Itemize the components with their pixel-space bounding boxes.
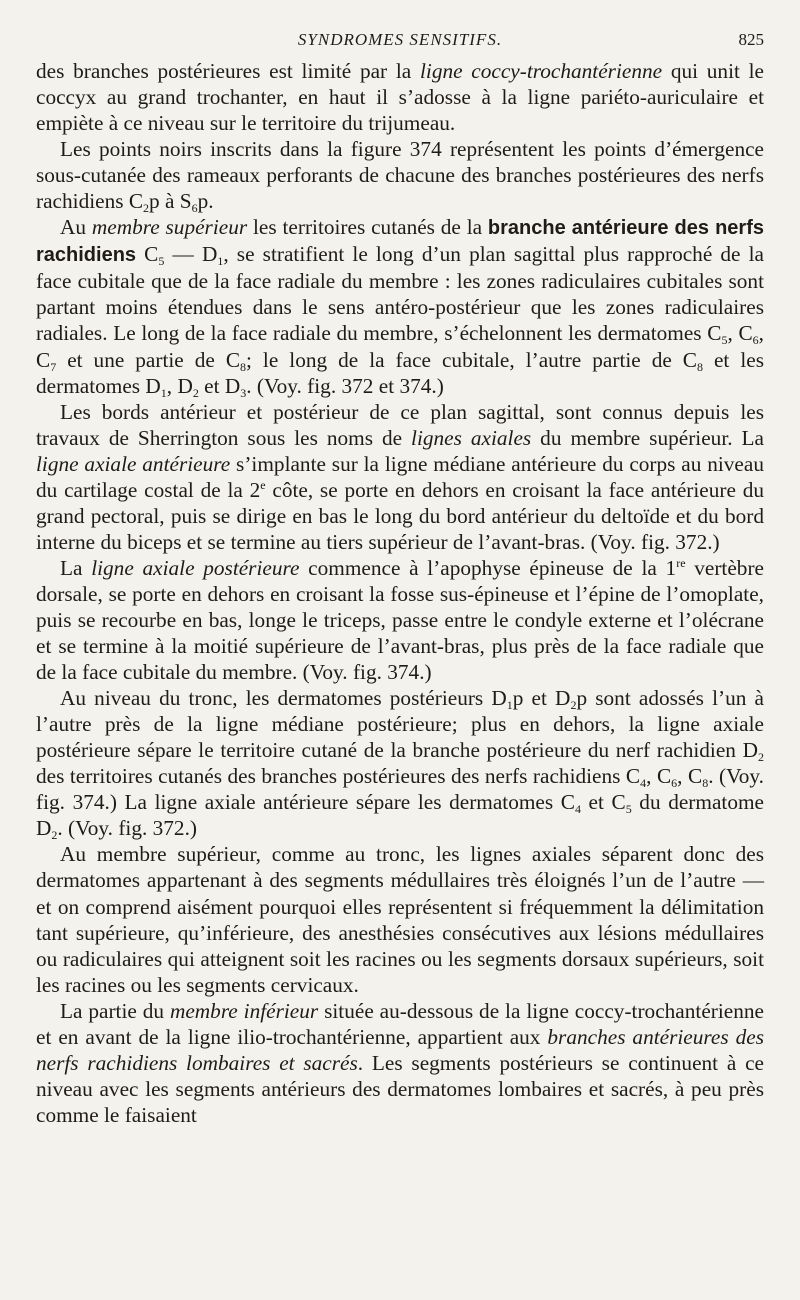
running-header bbox=[36, 26, 764, 58]
running-title: SYNDROMES SENSITIFS. bbox=[297, 30, 503, 49]
paragraph-6: Au niveau du tronc, les dermatomes postérieurs $D_1p$ et $D_2p$ sont adossés l’un à l’autre près de la ligne médiane postérieure; plus en dehors, la ligne axiale postérieure sépare le territoire cutané de la branche postérieure du nerf rachidien $D_2$ des territoires cutanés des branches postérieures des nerfs rachidiens $C_4$, $C_6$, $C_8$. (Voy. fig. 374.) La ligne axiale antérieure sépare les dermatomes $C_4$ et $C_5$ du dermatome $D_2$. (Voy. fig. 372.) bbox=[36, 686, 764, 843]
paragraph-5: La ligne axiale postérieure commence à l’apophyse épineuse de la 1re vertèbre dorsale, se porte en dehors en croisant la fosse sus-épineuse et l’épine de l’omoplate, puis se recourbe en bas, longe le triceps, passe entre le condyle externe et l’olécrane et se termine à la moitié supérieure de l’avant-bras, plus près de la face radiale que de la face cubitale du membre. (Voy. fig. 374.) bbox=[36, 555, 764, 685]
paragraph-4: Les bords antérieur et postérieur de ce plan sagittal, sont connus depuis les travaux de Sherrington sous les noms de lignes axiales du membre supérieur. La ligne axiale antérieure s’implante sur la ligne médiane antérieure du corps au niveau du cartilage costal de la 2e côte, se porte en dehors en croisant la face antérieure du grand pectoral, puis se dirige en bas le long du bord antérieur du deltoïde et du bord interne du biceps et se termine au tiers supérieur de l’avant-bras. (Voy. fig. 372.) bbox=[36, 399, 765, 554]
page-number: 825 bbox=[738, 30, 764, 49]
body-text bbox=[36, 58, 764, 1128]
paragraph-7: Au membre supérieur, comme au tronc, les lignes axiales séparent donc des dermatomes appartenant à des segments médullaires très éloignés l’un de l’autre — et on comprend aisément pourquoi elles représentent si fréquemment la délimitation tant supérieure, qu’inférieure, des anesthésies consécutives aux lésions médullaires ou radiculaires qui atteignent soit les racines ou les segments dorsaux supérieurs, soit les racines ou les segments cervicaux. bbox=[36, 842, 764, 997]
paragraph-2: Les points noirs inscrits dans la figure 374 représentent les points d’émergence sous-cutanée des rameaux perforants de chacune des branches postérieures des nerfs rachidiens $C_2p$ à $S_6p$. bbox=[36, 137, 764, 216]
paragraph-3: Au membre supérieur les territoires cutanés de la branche antérieure des nerfs rachidiens $C_5$ — $D_1$, se stratifient le long d’un plan sagittal plus rapproché de la face cubitale que de la face radiale du membre : les zones radiculaires cubitales sont partant moins étendues dans le sens antéro-postérieur que les zones radiculaires radiales. Le long de la face radiale du membre, s’échelonnent les dermatomes $C_5$, $C_6$, $C_7$ et une partie de $C_8$; le long de la face cubitale, l’autre partie de $C_8$ et les dermatomes $D_1$, $D_2$ et $D_3$. (Voy. fig. 372 et 374.) bbox=[36, 215, 765, 400]
paragraph-1: des branches postérieures est limité par la ligne coccy-trochantérienne qui unit le coccyx au grand trochanter, en haut il s’adosse à la ligne pariéto-auriculaire et empiète à ce niveau sur le territoire du trijumeau. bbox=[36, 59, 764, 136]
paragraph-8: La partie du membre inférieur située au-dessous de la ligne coccy-trochantérienne et en avant de la ligne ilio-trochantérienne, appartient aux branches antérieures des nerfs rachidiens lombaires et sacrés. Les segments postérieurs se continuent à ce niveau avec les segments antérieurs des dermatomes lombaires et sacrés, à peu près comme le faisaient bbox=[36, 998, 765, 1127]
